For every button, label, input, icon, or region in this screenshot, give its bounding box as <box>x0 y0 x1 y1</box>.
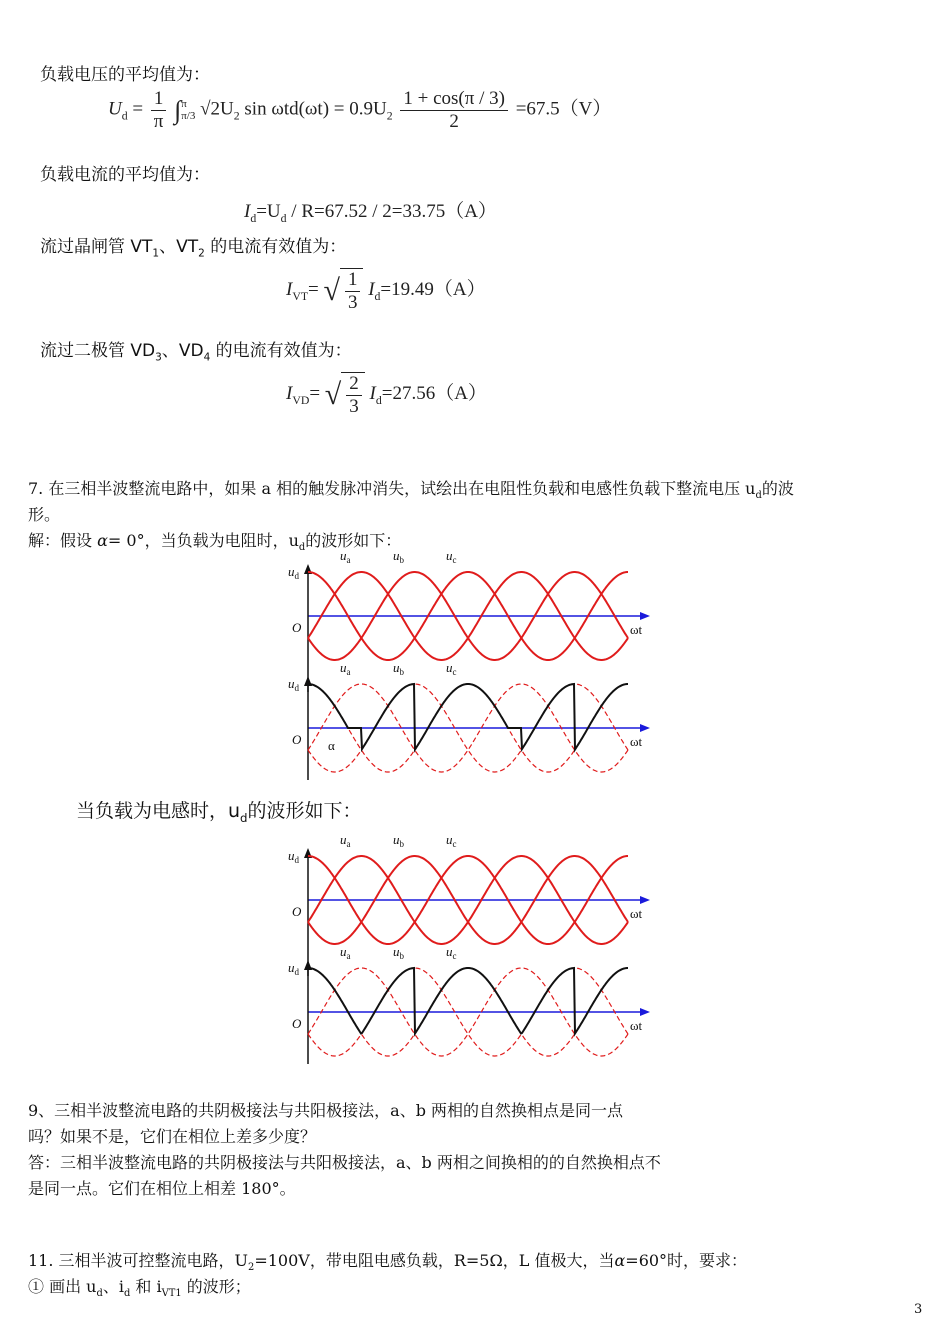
q7-inductive-heading: 当负载为电感时，$u_d$的波形如下： <box>76 800 362 825</box>
label-ub: $u_b$ <box>393 832 404 849</box>
origin-label: O <box>292 904 302 919</box>
x-axis-arrow-icon <box>640 1008 650 1016</box>
text-avg-voltage-heading: 负载电压的平均值为： <box>40 65 210 85</box>
origin-label: O <box>292 620 302 635</box>
text-avg-current-heading: 负载电流的平均值为： <box>40 165 210 185</box>
label-ua: $u_a$ <box>340 944 351 961</box>
x-axis-arrow-icon <box>640 724 650 732</box>
alpha-symbol-icon: α <box>614 1251 626 1270</box>
equation-ivd: $I_{VD}=$ √ $\frac{2}{3}$ $I_d=27.56(A)$ <box>286 373 487 417</box>
equation-id: $I_d=U_d / R=67.52 / 2=33.75(A)$ <box>244 201 497 225</box>
inductive-waveform-figure <box>280 832 660 1064</box>
x-axis-arrow-icon <box>640 612 650 620</box>
alpha-symbol-icon: α <box>97 531 108 550</box>
q11-line1: 11. 三相半波可控整流电路，$U_2=100V$，带电阻电感负载，R=5Ω，L 值极大，当α=60°时，要求： <box>28 1251 748 1274</box>
x-axis-arrow-icon <box>640 896 650 904</box>
eq-ud-symbol: U <box>108 98 122 120</box>
q9-line2: 吗？如果不是，它们在相位上差多少度？ <box>28 1127 317 1146</box>
label-uc: $u_c$ <box>446 832 457 849</box>
eq-frac-cos: $\frac{1 + \cos(\pi / 3)}{2}$ <box>400 88 508 133</box>
q9-line1: 9、三相半波整流电路的共阴极接法与共阳极接法，a、b 两相的自然换相点是同一点 <box>28 1101 624 1120</box>
q7-answer: 解：假设 α= 0°，当负载为电阻时，$u_d$的波形如下： <box>28 531 402 554</box>
y-axis-label: $u_d$ <box>288 848 299 865</box>
label-ua: $u_a$ <box>340 660 351 677</box>
y-axis-label: $u_d$ <box>288 960 299 977</box>
label-uc: $u_c$ <box>446 548 457 565</box>
q9-line4: 是同一点。它们在相位上相差 180°。 <box>28 1179 296 1198</box>
output-ud-waveform <box>308 968 628 1034</box>
q7-line2: 形。 <box>28 505 61 524</box>
equation-ivt: $I_{VT}=$ √ $\frac{1}{3}$ $I_d=19.49(A)$ <box>286 269 486 313</box>
label-uc: $u_c$ <box>446 660 457 677</box>
origin-label: O <box>292 732 302 747</box>
resistive-waveform-figure <box>280 548 660 780</box>
y-axis-label: $u_d$ <box>288 564 299 581</box>
x-axis-label: ωt <box>630 1018 643 1033</box>
text-vd-current-heading: 流过二极管 $VD_3$、$VD_4$ 的电流有效值为： <box>40 341 352 364</box>
label-ub: $u_b$ <box>393 944 404 961</box>
q11-line2: ① 画出 $u_d$、$i_d$ 和 $i_{VT1}$ 的波形； <box>28 1277 251 1300</box>
label-ua: $u_a$ <box>340 832 351 849</box>
equation-ud: $U_d$ = $\frac{1}{\pi}$ ∫ π π/3 $√2U_2$ $\sin \omega td(\omega t) = 0.9U_2$ $\frac{1 + \cos(\pi / 3)}{2}$ =67.5（V） <box>108 88 612 132</box>
panel-bottom <box>288 944 650 1064</box>
y-axis-label: $u_d$ <box>288 676 299 693</box>
output-ud-waveform <box>308 684 628 750</box>
q9-line3: 答：三相半波整流电路的共阴极接法与共阳极接法，a、b 两相之间换相的的自然换相点不 <box>28 1153 661 1172</box>
eq-frac-1-over-pi: $\frac{1}{\pi}$ <box>151 88 167 133</box>
x-axis-label: ωt <box>630 734 643 749</box>
panel-bottom <box>288 660 650 780</box>
x-axis-label: ωt <box>630 906 643 921</box>
page-number: 3 <box>914 1302 923 1317</box>
label-ub: $u_b$ <box>393 660 404 677</box>
q7-line1: 7. 在三相半波整流电路中，如果 a 相的触发脉冲消失，试绘出在电阻性负载和电感性负载下整流电压 $u_d$的波 <box>28 479 794 502</box>
origin-label: O <box>292 1016 302 1031</box>
x-axis-label: ωt <box>630 622 643 637</box>
text-vt-current-heading: 流过晶闸管 $VT_1$、$VT_2$ 的电流有效值为： <box>40 237 347 260</box>
alpha-label: α <box>328 738 335 753</box>
label-ub: $u_b$ <box>393 548 404 565</box>
eq-integral-limits: π π/3 <box>181 98 196 123</box>
label-ua: $u_a$ <box>340 548 351 565</box>
label-uc: $u_c$ <box>446 944 457 961</box>
